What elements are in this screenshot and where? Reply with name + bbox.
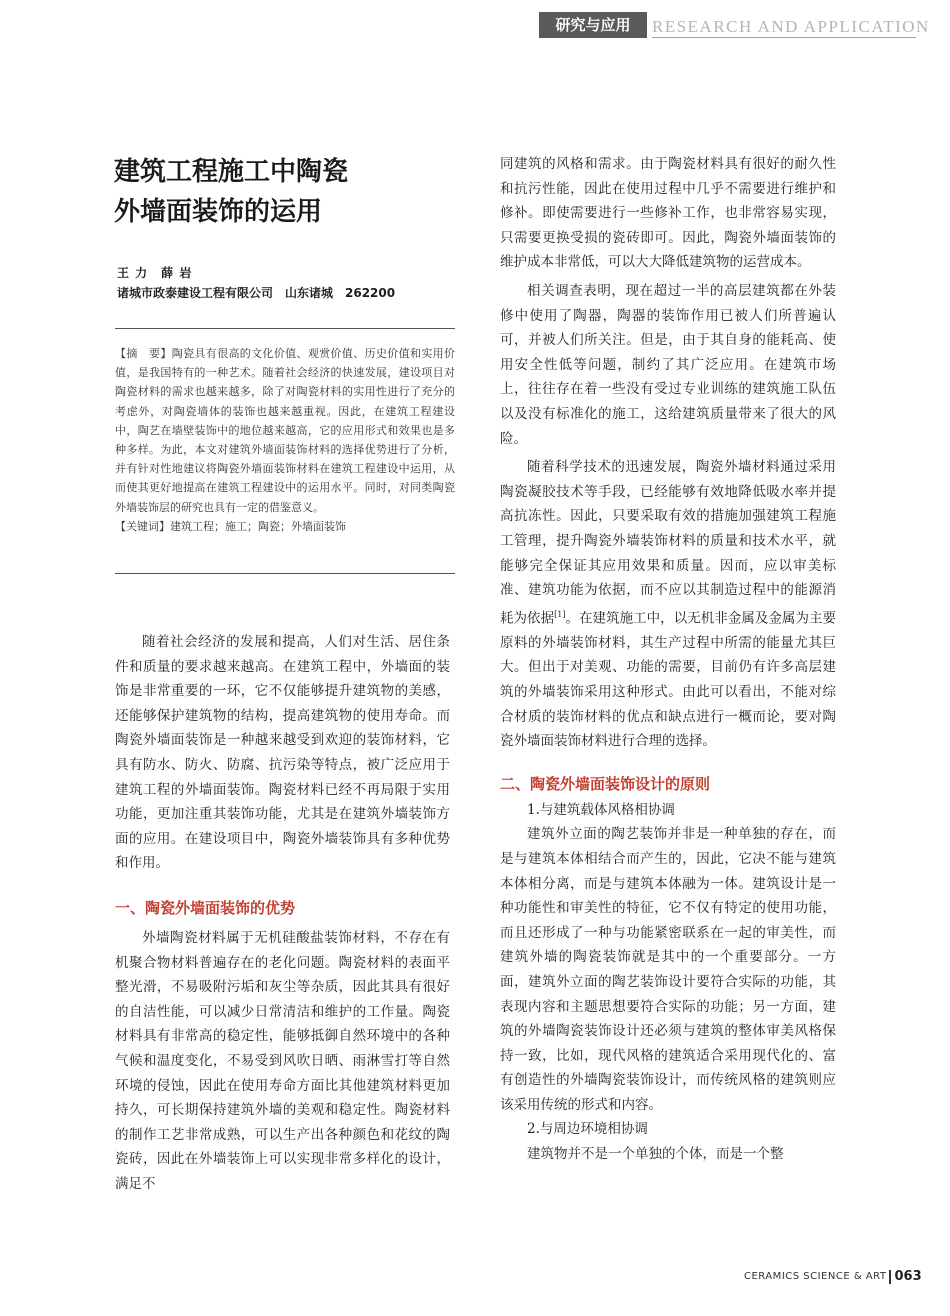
abstract [115,344,455,536]
keywords-text: 建筑工程；施工；陶瓷；外墙面装饰 [170,519,346,533]
right-column [500,152,836,1167]
section-tag-english: RESEARCH AND APPLICATION [652,17,930,36]
intro-paragraph: 随着社会经济的发展和提高，人们对生活、居住条件和质量的要求越来越高。在建筑工程中，外墙面的装饰是非常重要的一环，它不仅能够提升建筑物的美感，还能够保护建筑物的结构，提高建筑物的使用寿命。而陶瓷外墙面装饰是一种越来越受到欢迎的装饰材料，它具有防水、防火、防腐、抗污染等特点，被广泛应用于建筑工程的外墙面装饰。陶瓷材料已经不再局限于实用功能，更加注重其装饰功能，尤其是在建筑外墙装饰方面的应用。在建设项目中，陶瓷外墙装饰具有多种优势和作用。 [115,634,450,872]
abstract-label: 【摘 要】 [115,347,172,360]
abstract-paragraph [115,344,455,517]
header-rule [652,37,916,38]
section-tag [539,12,647,38]
section-tag-label: 研究与应用 [555,16,631,34]
section1-paragraph3 [500,455,836,754]
abstract-top-rule [115,328,455,329]
subsection1-heading: 1.与建筑载体风格相协调 [527,801,675,818]
section1-heading: 一、陶瓷外墙面装饰的优势 [115,898,296,917]
subsection1-paragraph: 建筑外立面的陶艺装饰并非是一种单独的存在，而是与建筑本体相结合而产生的，因此，它决不能与建筑本体相分离，而是与建筑本体融为一体。建筑设计是一种功能性和审美性的特征，它不仅有特定的使用功能，而且还形成了一种与功能紧密联系在一起的审美性，而建筑外墙的陶瓷装饰就是其中的一个重要部分。一方面，建筑外立面的陶艺装饰设计要符合实际的功能，其表现内容和主题思想要符合实际的功能；另一方面，建筑的外墙陶瓷装饰设计还必须与建筑的整体审美风格保持一致，比如，现代风格的建筑适合采用现代化的、富有创造性的外墙陶瓷装饰设计，而传统风格的建筑则应该采用传统的形式和内容。 [500,826,836,1113]
keywords-line [115,517,455,536]
journal-name: CERAMICS SCIENCE & ART [744,1271,887,1282]
left-column [115,630,450,1196]
title-line-2: 外墙面装饰的运用 [114,197,323,227]
section2-heading: 二、陶瓷外墙面装饰设计的原则 [500,774,711,793]
subsection2-paragraph: 建筑物并不是一个单独的个体，而是一个整 [527,1146,784,1163]
page-footer [744,1266,922,1286]
abstract-text: 陶瓷具有很高的文化价值、观赏价值、历史价值和实用价值，是我国特有的一种艺术。随着社会经济的快速发展，建设项目对陶瓷材料的需求也越来越多，除了对陶瓷材料的实用性进行了充分的考虑外，对陶瓷墙体的装饰也越来越重视。因此，在建筑工程建设中，陶艺在墙壁装饰中的地位越来越高，它的应用形式和效果也是多种多样。为此，本文对建筑外墙面装饰材料的选择优势进行了分析，并有针对性地建议将陶瓷外墙面装饰材料在建筑工程建设中运用，从而使其更好地提高在建筑工程建设中的运用水平。同时，对同类陶瓷外墙装饰层的研究也具有一定的借鉴意义。 [115,347,456,514]
section1-paragraph3-part-a: 随着科学技术的迅速发展，陶瓷外墙材料通过采用陶瓷凝胶技术等手段，已经能够有效地降低吸水率并提高抗冻性。因此，只要采取有效的措施加强建筑工程施工管理，提升陶瓷外墙装饰材料的质量和技术水平，就能够完全保证其应用效果和质量。因而，应以审美标准、建筑功能为依据，而不应以其制造过程中的能源消耗为依据 [500,459,836,627]
section1-paragraph3-part-b: 。在建筑施工中，以无机非金属及金属为主要原料的外墙装饰材料，其生产过程中所需的能量尤其巨大。但出于对美观、功能的需要，目前仍有许多高层建筑的外墙装饰采用这种形式。由此可以看出，不能对综合材质的装饰材料的优点和缺点进行一概而论，要对陶瓷外墙面装饰材料进行合理的选择。 [500,610,836,750]
section1-paragraph1: 外墙陶瓷材料属于无机硅酸盐装饰材料，不存在有机聚合物材料普遍存在的老化问题。陶瓷材料的表面平整光滑，不易吸附污垢和灰尘等杂质，因此其具有很好的自洁性能，可以减少日常清洁和维护的工作量。陶瓷材料具有非常高的稳定性，能够抵御自然环境中的各种气候和温度变化，不易受到风吹日晒、雨淋雪打等自然环境的侵蚀，因此在使用寿命方面比其他建筑材料更加持久，可长期保持建筑外墙的美观和稳定性。陶瓷材料的制作工艺非常成熟，可以生产出各种颜色和花纹的陶瓷砖，因此在外墙装饰上可以实现非常多样化的设计，满足不 [115,929,450,1192]
abstract-bottom-rule [115,573,455,574]
footer-divider [889,1270,891,1284]
keywords-label: 【关键词】 [115,519,170,533]
page-number: 063 [894,1269,922,1284]
authors: 王 力 薛 岩 [117,266,193,280]
citation-ref: [1] [554,609,566,619]
title-line-1: 建筑工程施工中陶瓷 [114,157,349,187]
section1-paragraph2: 相关调查表明，现在超过一半的高层建筑都在外装修中使用了陶器，陶器的装饰作用已被人们所普遍认可，并被人们所关注。但是，由于其自身的能耗高、使用安全性低等问题，制约了其广泛应用。在建筑市场上，往往存在着一些没有受过专业训练的建筑施工队伍以及没有标准化的施工，这给建筑质量带来了很大的风险。 [500,282,836,447]
section1-paragraph1-continued: 同建筑的风格和需求。由于陶瓷材料具有很好的耐久性和抗污性能，因此在使用过程中几乎不需要进行维护和修补。即使需要进行一些修补工作，也非常容易实现，只需要更换受损的瓷砖即可。因此，陶瓷外墙面装饰的维护成本非常低，可以大大降低建筑物的运营成本。 [500,156,836,271]
affiliation: 诸城市政泰建设工程有限公司 山东诸城 262200 [117,286,396,300]
article-title [114,152,474,232]
subsection2-heading: 2.与周边环境相协调 [527,1121,648,1138]
